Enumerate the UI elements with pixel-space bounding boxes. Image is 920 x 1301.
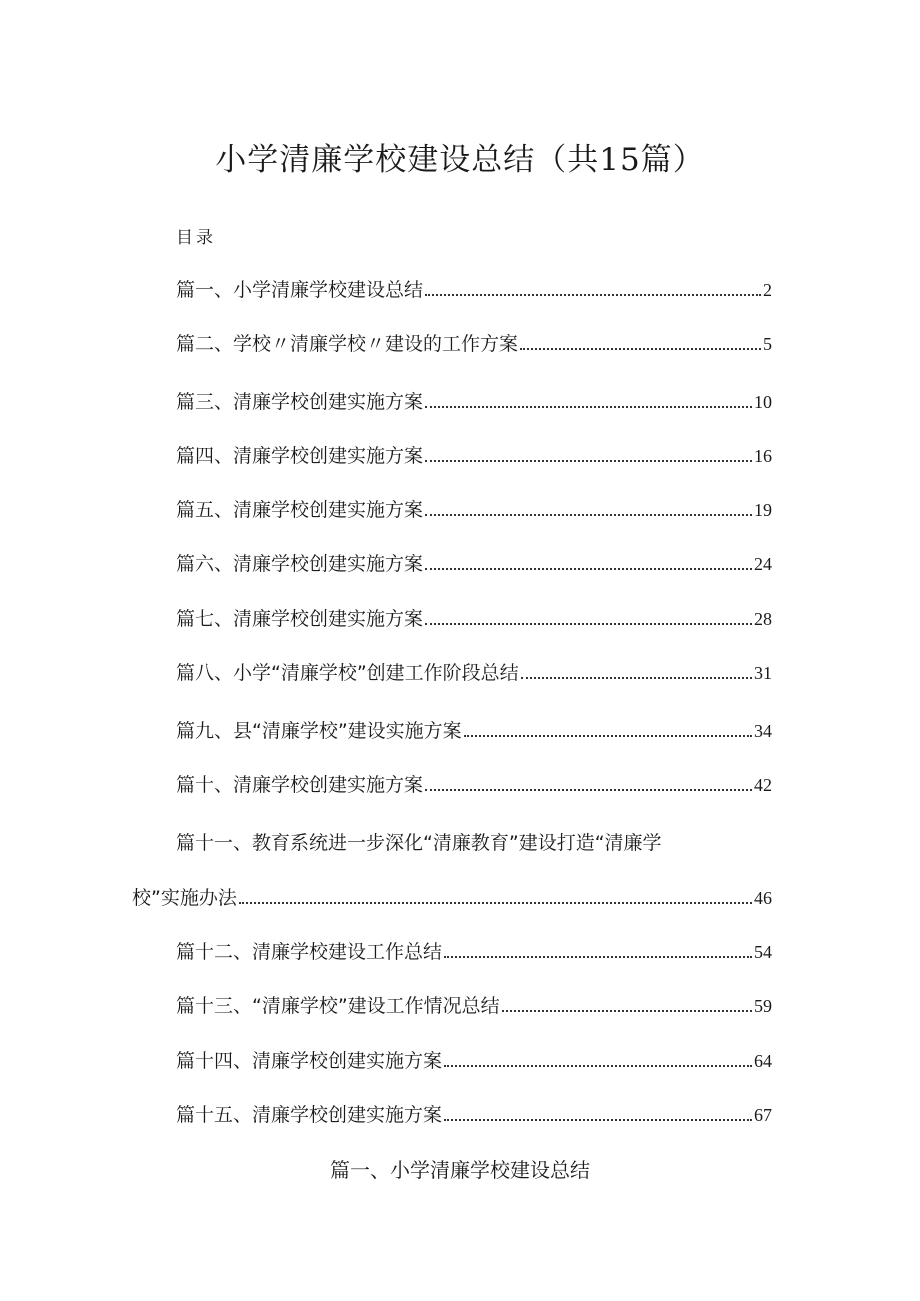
toc-entry[interactable] [176, 659, 772, 687]
toc-entry[interactable] [176, 550, 772, 578]
toc-leader-dots [444, 955, 752, 958]
toc-entry-page: 31 [754, 663, 772, 683]
toc-entry[interactable] [176, 992, 772, 1020]
toc-entry-page: 67 [754, 1105, 772, 1125]
toc-leader-dots [425, 788, 752, 791]
toc-entry-page: 19 [754, 500, 772, 520]
toc-leader-dots [425, 622, 752, 625]
toc-entry[interactable] [176, 1101, 772, 1129]
toc-entry[interactable] [176, 771, 772, 799]
toc-entry-label: 篇四、清廉学校创建实施方案 [176, 445, 424, 467]
toc-entry-label: 篇五、清廉学校创建实施方案 [176, 499, 424, 521]
toc-entry-page: 59 [754, 996, 772, 1016]
toc-leader-dots [520, 347, 761, 350]
toc-leader-dots [425, 405, 752, 408]
toc-entry-label: 篇一、小学清廉学校建设总结 [176, 279, 424, 301]
toc-leader-dots [425, 567, 752, 570]
toc-leader-dots [444, 1118, 752, 1121]
toc-entry-label: 篇六、清廉学校创建实施方案 [176, 553, 424, 575]
toc-entry-page: 2 [763, 280, 772, 300]
toc-entry-page: 54 [754, 942, 772, 962]
toc-entry[interactable] [132, 884, 772, 912]
toc-entry-label: 篇十三、“清廉学校”建设工作情况总结 [176, 995, 500, 1017]
toc-entry-label-line2: 校”实施办法 [132, 887, 237, 909]
toc-entry-page: 5 [763, 334, 772, 354]
toc-entry-page: 34 [754, 721, 772, 741]
toc-leader-dots [464, 734, 752, 737]
toc-leader-dots [425, 293, 761, 296]
toc-entry-page: 64 [754, 1051, 772, 1071]
toc-entry-page: 10 [754, 392, 772, 412]
toc-entry-label: 篇十、清廉学校创建实施方案 [176, 774, 424, 796]
toc-leader-dots [502, 1009, 752, 1012]
toc-leader-dots [425, 513, 752, 516]
toc-entry-label: 篇十二、清廉学校建设工作总结 [176, 941, 443, 963]
toc-entry-page: 24 [754, 554, 772, 574]
toc-heading: 目录 [176, 228, 216, 248]
toc-entry-label: 篇七、清廉学校创建实施方案 [176, 608, 424, 630]
toc-entry-label: 篇八、小学“清廉学校”创建工作阶段总结 [176, 662, 519, 684]
toc-entry[interactable] [176, 717, 772, 745]
toc-leader-dots [521, 676, 752, 679]
toc-entry-page: 46 [754, 888, 772, 908]
toc-entry-page: 28 [754, 609, 772, 629]
toc-entry-page: 42 [754, 775, 772, 795]
document-title: 小学清廉学校建设总结（共15篇） [215, 142, 705, 178]
toc-entry[interactable] [176, 938, 772, 966]
toc-leader-dots [425, 459, 752, 462]
toc-entry-label: 篇二、学校〃清廉学校〃建设的工作方案 [176, 333, 519, 355]
toc-entry-label-line1[interactable]: 篇十一、教育系统进一步深化“清廉教育”建设打造“清廉学 [176, 832, 662, 854]
toc-entry[interactable] [176, 330, 772, 358]
toc-entry[interactable] [176, 605, 772, 633]
toc-entry[interactable] [176, 276, 772, 304]
toc-entry-label: 篇九、县“清廉学校”建设实施方案 [176, 720, 462, 742]
toc-entry[interactable] [176, 1047, 772, 1075]
section-heading: 篇一、小学清廉学校建设总结 [330, 1158, 590, 1182]
toc-entry[interactable] [176, 442, 772, 470]
toc-leader-dots [444, 1064, 752, 1067]
toc-entry[interactable] [176, 496, 772, 524]
toc-entry-label: 篇三、清廉学校创建实施方案 [176, 391, 424, 413]
toc-entry-page: 16 [754, 446, 772, 466]
toc-entry-label: 篇十五、清廉学校创建实施方案 [176, 1104, 443, 1126]
toc-entry[interactable] [176, 388, 772, 416]
toc-entry-label: 篇十四、清廉学校创建实施方案 [176, 1050, 443, 1072]
toc-leader-dots [239, 901, 752, 904]
